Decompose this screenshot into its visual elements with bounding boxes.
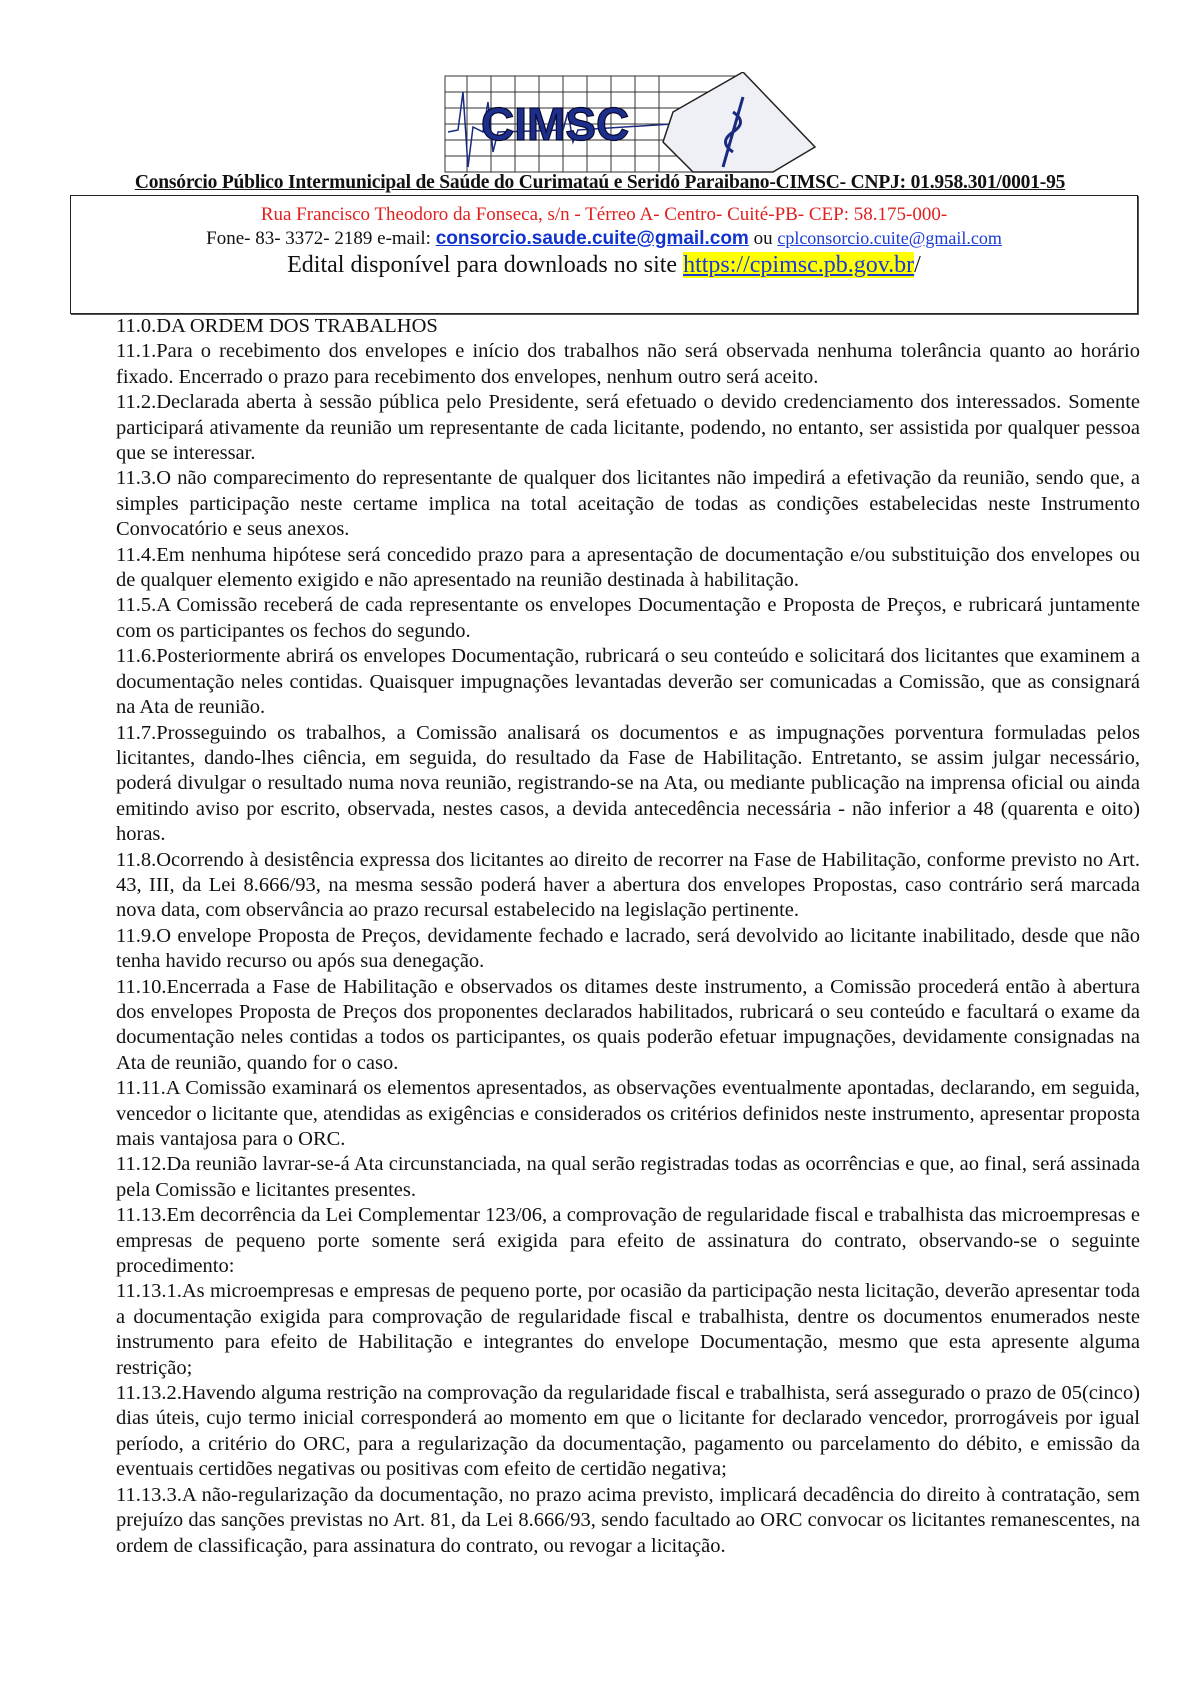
paragraph: 11.13.3.A não-regularização da documentação, no prazo acima previsto, implicará decadência do direito à contratação, sem prejuízo das sanções previstas no Art. 81, da Lei 8.666/93, sendo facultado ao ORC convocar os licitantes remanescentes, na ordem de classificação, para assinatura do contrato, ou revogar a licitação. <box>116 1483 1140 1557</box>
paragraph: 11.13.1.As microempresas e empresas de pequeno porte, por ocasião da participação nesta licitação, deverão apresentar toda a documentação exigida para comprovação de regularidade fiscal e trabalhista, dentre os documentos enumerados neste instrumento para efeito de Habilitação e integrantes do envelope Documentação, mesmo que esta apresente alguma restrição; <box>116 1280 1140 1379</box>
contact-line <box>71 228 1137 250</box>
paragraph: 11.2.Declarada aberta à sessão pública pelo Presidente, será efetuado o devido credenciamento dos interessados. Somente participará ativamente da reunião um representante de cada licitante, podendo, no entanto, ser assistida por qualquer pessoa que se interessar. <box>116 391 1140 465</box>
site-suffix: / <box>914 252 921 278</box>
phone: Fone- 83- 3372- 2189 e-mail: <box>206 228 436 249</box>
edital-line <box>71 252 1137 279</box>
svg-text:CIMSC: CIMSC <box>481 98 630 150</box>
paragraph: 11.12.Da reunião lavrar-se-á Ata circunstanciada, na qual serão registradas todas as ocorrências e que, ao final, será assinada pela Comissão e licitantes presentes. <box>116 1153 1140 1201</box>
email-secondary-link[interactable]: cplconsorcio.cuite@gmail.com <box>777 228 1002 248</box>
paragraph: 11.8.Ocorrendo à desistência expressa dos licitantes ao direito de recorrer na Fase de Habilitação, conforme previsto no Art. 43, III, da Lei 8.666/93, na mesma sessão poderá haver a abertura dos envelopes Propostas, caso contrário será marcada nova data, com observância ao prazo recursal estabelecido na legislação pertinente. <box>116 848 1140 922</box>
document-body <box>116 314 1140 1559</box>
contact-box <box>70 195 1138 314</box>
paragraph: 11.3.O não comparecimento do representante de qualquer dos licitantes não impedirá a efetivação da reunião, sendo que, a simples participação neste certame implica na total aceitação de todas as condições estabelecidas neste Instrumento Convocatório e seus anexos. <box>116 467 1140 541</box>
paragraph: 11.13.Em decorrência da Lei Complementar 123/06, a comprovação de regularidade fiscal e trabalhista das microempresas e empresas de pequeno porte somente será exigida para efeito de assinatura do contrato, observando-se o seguinte procedimento: <box>116 1204 1140 1278</box>
paragraph: 11.11.A Comissão examinará os elementos apresentados, as observações eventualmente apontadas, declarando, em seguida, vencedor o licitante que, atendidas as exigências e considerados os critérios definidos neste instrumento, apresentar proposta mais vantajosa para o ORC. <box>116 1077 1140 1150</box>
paragraph: 11.5.A Comissão receberá de cada representante os envelopes Documentação e Proposta de Preços, e rubricará juntamente com os participantes os fechos do segundo. <box>116 594 1140 642</box>
edital-text: Edital disponível para downloads no site <box>287 252 684 278</box>
paragraph: 11.10.Encerrada a Fase de Habilitação e observados os ditames deste instrumento, a Comissão procederá então à abertura dos envelopes Proposta de Preços dos proponentes declarados habilitados, rubricará o seu conteúdo e facultará o exame da documentação neles contidas a todos os participantes, os quais poderão efetuar impugnações, devidamente consignadas na Ata de reunião, quando for o caso. <box>116 975 1140 1074</box>
site-link[interactable]: https://cpimsc.pb.gov.br <box>683 252 915 278</box>
organization-title: Consórcio Público Intermunicipal de Saúde do Curimataú e Seridó Paraibano-CIMSC- CNPJ: 01.958.301/0001-95 <box>134 172 1066 193</box>
email-separator: ou <box>748 228 778 249</box>
address: Rua Francisco Theodoro da Fonseca, s/n - Térreo A- Centro- Cuité-PB- CEP: 58.175-000- <box>260 204 948 225</box>
email-primary-link[interactable]: consorcio.saude.cuite@gmail.com <box>435 228 749 249</box>
paragraph: 11.13.2.Havendo alguma restrição na comprovação da regularidade fiscal e trabalhista, será assegurado o prazo de 05(cinco) dias úteis, cujo termo inicial corresponderá ao momento em que o licitante for declarado vencedor, prorrogáveis por igual período, a critério do ORC, para a regularização da documentação, pagamento ou parcelamento do débito, e emissão da eventuais certidões negativas ou positivas com efeito de certidão negativa; <box>116 1382 1140 1481</box>
paragraph: 11.9.O envelope Proposta de Preços, devidamente fechado e lacrado, será devolvido ao licitante inabilitado, desde que não tenha havido recurso ou após sua denegação. <box>116 924 1140 973</box>
paragraph: 11.1.Para o recebimento dos envelopes e início dos trabalhos não será observada nenhuma tolerância quanto ao horário fixado. Encerrado o prazo para recebimento dos envelopes, nenhum outro será aceito. <box>116 340 1140 388</box>
paragraph: 11.6.Posteriormente abrirá os envelopes Documentação, rubricará o seu conteúdo e solicitará dos licitantes que examinem a documentação neles contidas. Quaisquer impugnações levantadas deverão ser comunicadas a Comissão, que as consignará na Ata de reunião. <box>116 645 1140 719</box>
cimsc-logo <box>443 72 823 174</box>
paragraph: 11.4.Em nenhuma hipótese será concedido prazo para a apresentação de documentação e/ou substituição dos envelopes ou de qualquer elemento exigido e não apresentado na reunião destinada à habilitação. <box>116 543 1140 592</box>
paragraph: 11.7.Prosseguindo os trabalhos, a Comissão analisará os documentos e as impugnações porventura formuladas pelos licitantes, dando-lhes ciência, em seguida, do resultado da Fase de Habilitação. Entretanto, se assim julgar necessário, poderá divulgar o resultado numa nova reunião, registrando-se na Ata, ou mediante publicação na imprensa oficial ou ainda emitindo aviso por escrito, observada, nestes casos, a devida antecedência necessária - não inferior a 48 (quarenta e oito) horas. <box>116 721 1140 846</box>
section-heading: 11.0.DA ORDEM DOS TRABALHOS <box>116 315 438 337</box>
